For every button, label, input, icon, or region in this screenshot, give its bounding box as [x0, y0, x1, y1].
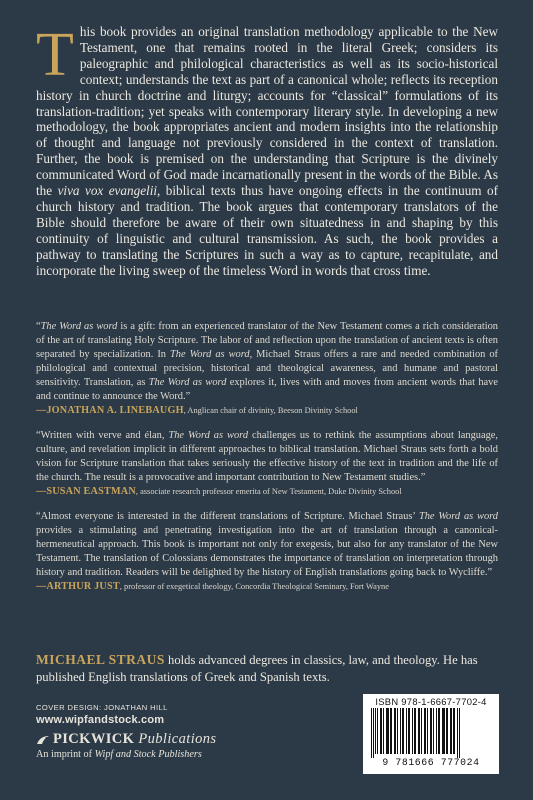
- publisher-website[interactable]: www.wipfandstock.com: [36, 714, 165, 726]
- barcode-bar: [436, 708, 437, 754]
- endorsement-eastman: [36, 429, 498, 498]
- quote-text: “Almost everyone is interested in the different translations of Scripture. Michael Straus’: [36, 511, 419, 522]
- book-title-ref: The Word as word: [148, 377, 227, 388]
- isbn-barcode: [363, 694, 499, 774]
- barcode-digits: 9 781666 777024: [382, 757, 480, 768]
- book-title-ref: The Word as word: [418, 511, 498, 522]
- book-description: [36, 21, 498, 279]
- quote-text: provides a stimulating and penetrating investigation into the art of translation through a canonical-hermeneutical approach. This book is important not only for exegesis, but also for any translator of the New Testament. The translation of Colossians demonstrates the importance of translation on interpretation through history and tradition. Readers will be delighted by the history of English translations going back to Wycliffe.”: [36, 525, 498, 578]
- barcode-bar: [383, 708, 384, 754]
- imprint-name: Wipf and Stock Publishers: [94, 749, 202, 760]
- barcode-bar: [400, 708, 401, 754]
- barcode-bar: [450, 708, 452, 754]
- endorsement-linebaugh: [36, 320, 498, 417]
- publisher-name-main: PICKWICK: [53, 731, 139, 747]
- barcode-bar: [375, 708, 376, 754]
- author-bio: [36, 651, 498, 686]
- isbn-label: ISBN 978-1-6667-7702-4: [375, 696, 487, 707]
- barcode-bar: [371, 708, 372, 758]
- barcode-bar: [380, 708, 382, 754]
- barcode-bar: [438, 708, 440, 754]
- barcode-bar: [414, 708, 416, 754]
- endorser-role: , associate research professor emerita of New Testament, Duke Divinity School: [135, 487, 402, 496]
- publisher-row: [36, 731, 296, 748]
- endorser-role: , professor of exegetical theology, Concordia Theological Seminary, Fort Wayne: [119, 582, 389, 591]
- barcode-bar: [373, 708, 374, 758]
- endorser-name: —SUSAN EASTMAN: [36, 486, 136, 497]
- barcode-bar: [408, 708, 410, 754]
- attribution: [36, 580, 498, 593]
- barcode-bar: [406, 708, 407, 754]
- barcode-bar: [421, 708, 422, 754]
- description-lead: his book provides an original translation methodology applicable to the New Testament, one that remains rooted in the literal Greek; considers its paleographic and philological characteristics as well as its socio-historical context; understands the text as part of a canonical whole; reflects its reception history in church doctrine and liturgy; accounts for “classical” formulations of its translation-tradition; yet speaks with contemporary literary style. In developing a new methodology, the book appropriates ancient and modern insights into the relationship of thought and language not previously considered in the context of translation. Further, the book is premised on the understanding that Scripture is the divinely communicated Word of God made incarnationally present in the words of the Bible. As the: [36, 24, 498, 199]
- publisher-name-italic: Publications: [138, 731, 217, 747]
- book-title-ref: The Word as word: [40, 321, 118, 332]
- drop-cap: T: [36, 21, 74, 89]
- barcode-bar: [430, 708, 432, 754]
- author-name: MICHAEL STRAUS: [36, 652, 165, 667]
- imprint-line: [36, 748, 296, 762]
- attribution: [36, 404, 498, 417]
- book-title-ref: The Word as word: [170, 349, 250, 360]
- description-italic-phrase: viva vox evangelii: [57, 183, 158, 199]
- book-title-ref: The Word as word: [168, 430, 249, 441]
- quote-open: “: [36, 321, 41, 332]
- endorser-name: —ARTHUR JUST: [36, 581, 120, 592]
- barcode-bar: [453, 708, 455, 754]
- pickwick-logo-icon: [36, 734, 50, 746]
- endorser-role: , Anglican chair of divinity, Beeson Divinity School: [183, 406, 358, 415]
- quote-text: is a gift: from an experienced translator of the New Testament comes a rich consideration of the art of translating Holy Scripture. The labor of and reflection upon the translation of ancient texts is often separated by specialization. In: [36, 321, 498, 360]
- barcode-bar: [427, 708, 428, 754]
- attribution: [36, 485, 498, 498]
- publisher-credits: [36, 702, 296, 762]
- endorsement-just: [36, 510, 498, 593]
- barcode-bar: [390, 708, 392, 754]
- barcode-bar: [418, 708, 420, 754]
- publisher-name: [53, 731, 216, 748]
- barcode-bar: [446, 708, 448, 754]
- endorser-name: —JONATHAN A. LINEBAUGH: [36, 405, 184, 416]
- barcode-bar: [377, 708, 378, 754]
- barcode-bar: [412, 708, 413, 754]
- quote-text: , Michael Straus offers a rare and needed combination of philological and contextual precision, historical and theological awareness, and humane and pastoral sensitivity. Translation, as: [36, 349, 498, 388]
- barcode-bar: [402, 708, 404, 754]
- barcode-bar: [424, 708, 426, 754]
- quote-text: challenges us to rethink the assumptions about language, culture, and revelation implicit in different approaches to biblical translation. Michael Straus sets forth a bold vision for Scripture translation that takes seriously the effective history of the text in tradition and the life of the church. The result is a provocative and important contribution to New Testament studies.”: [36, 430, 498, 483]
- barcode-bar: [394, 708, 396, 754]
- description-rest: , biblical texts thus have ongoing effects in the continuum of church history and tradition. The book argues that contemporary translators of the Bible should therefore be aware of their own situatedness in and shaping by this continuity of linguistic and cultural transmission. As such, the book provides a pathway to translating the Scriptures in such a way as to capture, recapitulate, and incorporate the living sweep of the timeless Word in words that cross time.: [36, 183, 498, 278]
- barcode-bar: [457, 708, 458, 758]
- quote-text: “Written with verve and élan,: [36, 430, 169, 441]
- barcode-bar: [459, 708, 460, 758]
- barcode-bar: [442, 708, 445, 754]
- quote-text: explores it, lives with and moves from ancient words that have and continue to announce the Word.”: [36, 377, 498, 402]
- barcode-bar: [386, 708, 389, 754]
- imprint-prefix: An imprint of: [36, 749, 95, 760]
- author-bio-text: holds advanced degrees in classics, law, and theology. He has published English translations of Greek and Spanish texts.: [36, 653, 478, 684]
- cover-design-credit: COVER DESIGN: JONATHAN HILL: [36, 703, 168, 712]
- barcode-bars: [369, 708, 493, 758]
- barcode-bar: [433, 708, 434, 754]
- endorsements: [36, 320, 498, 605]
- barcode-bar: [397, 708, 398, 754]
